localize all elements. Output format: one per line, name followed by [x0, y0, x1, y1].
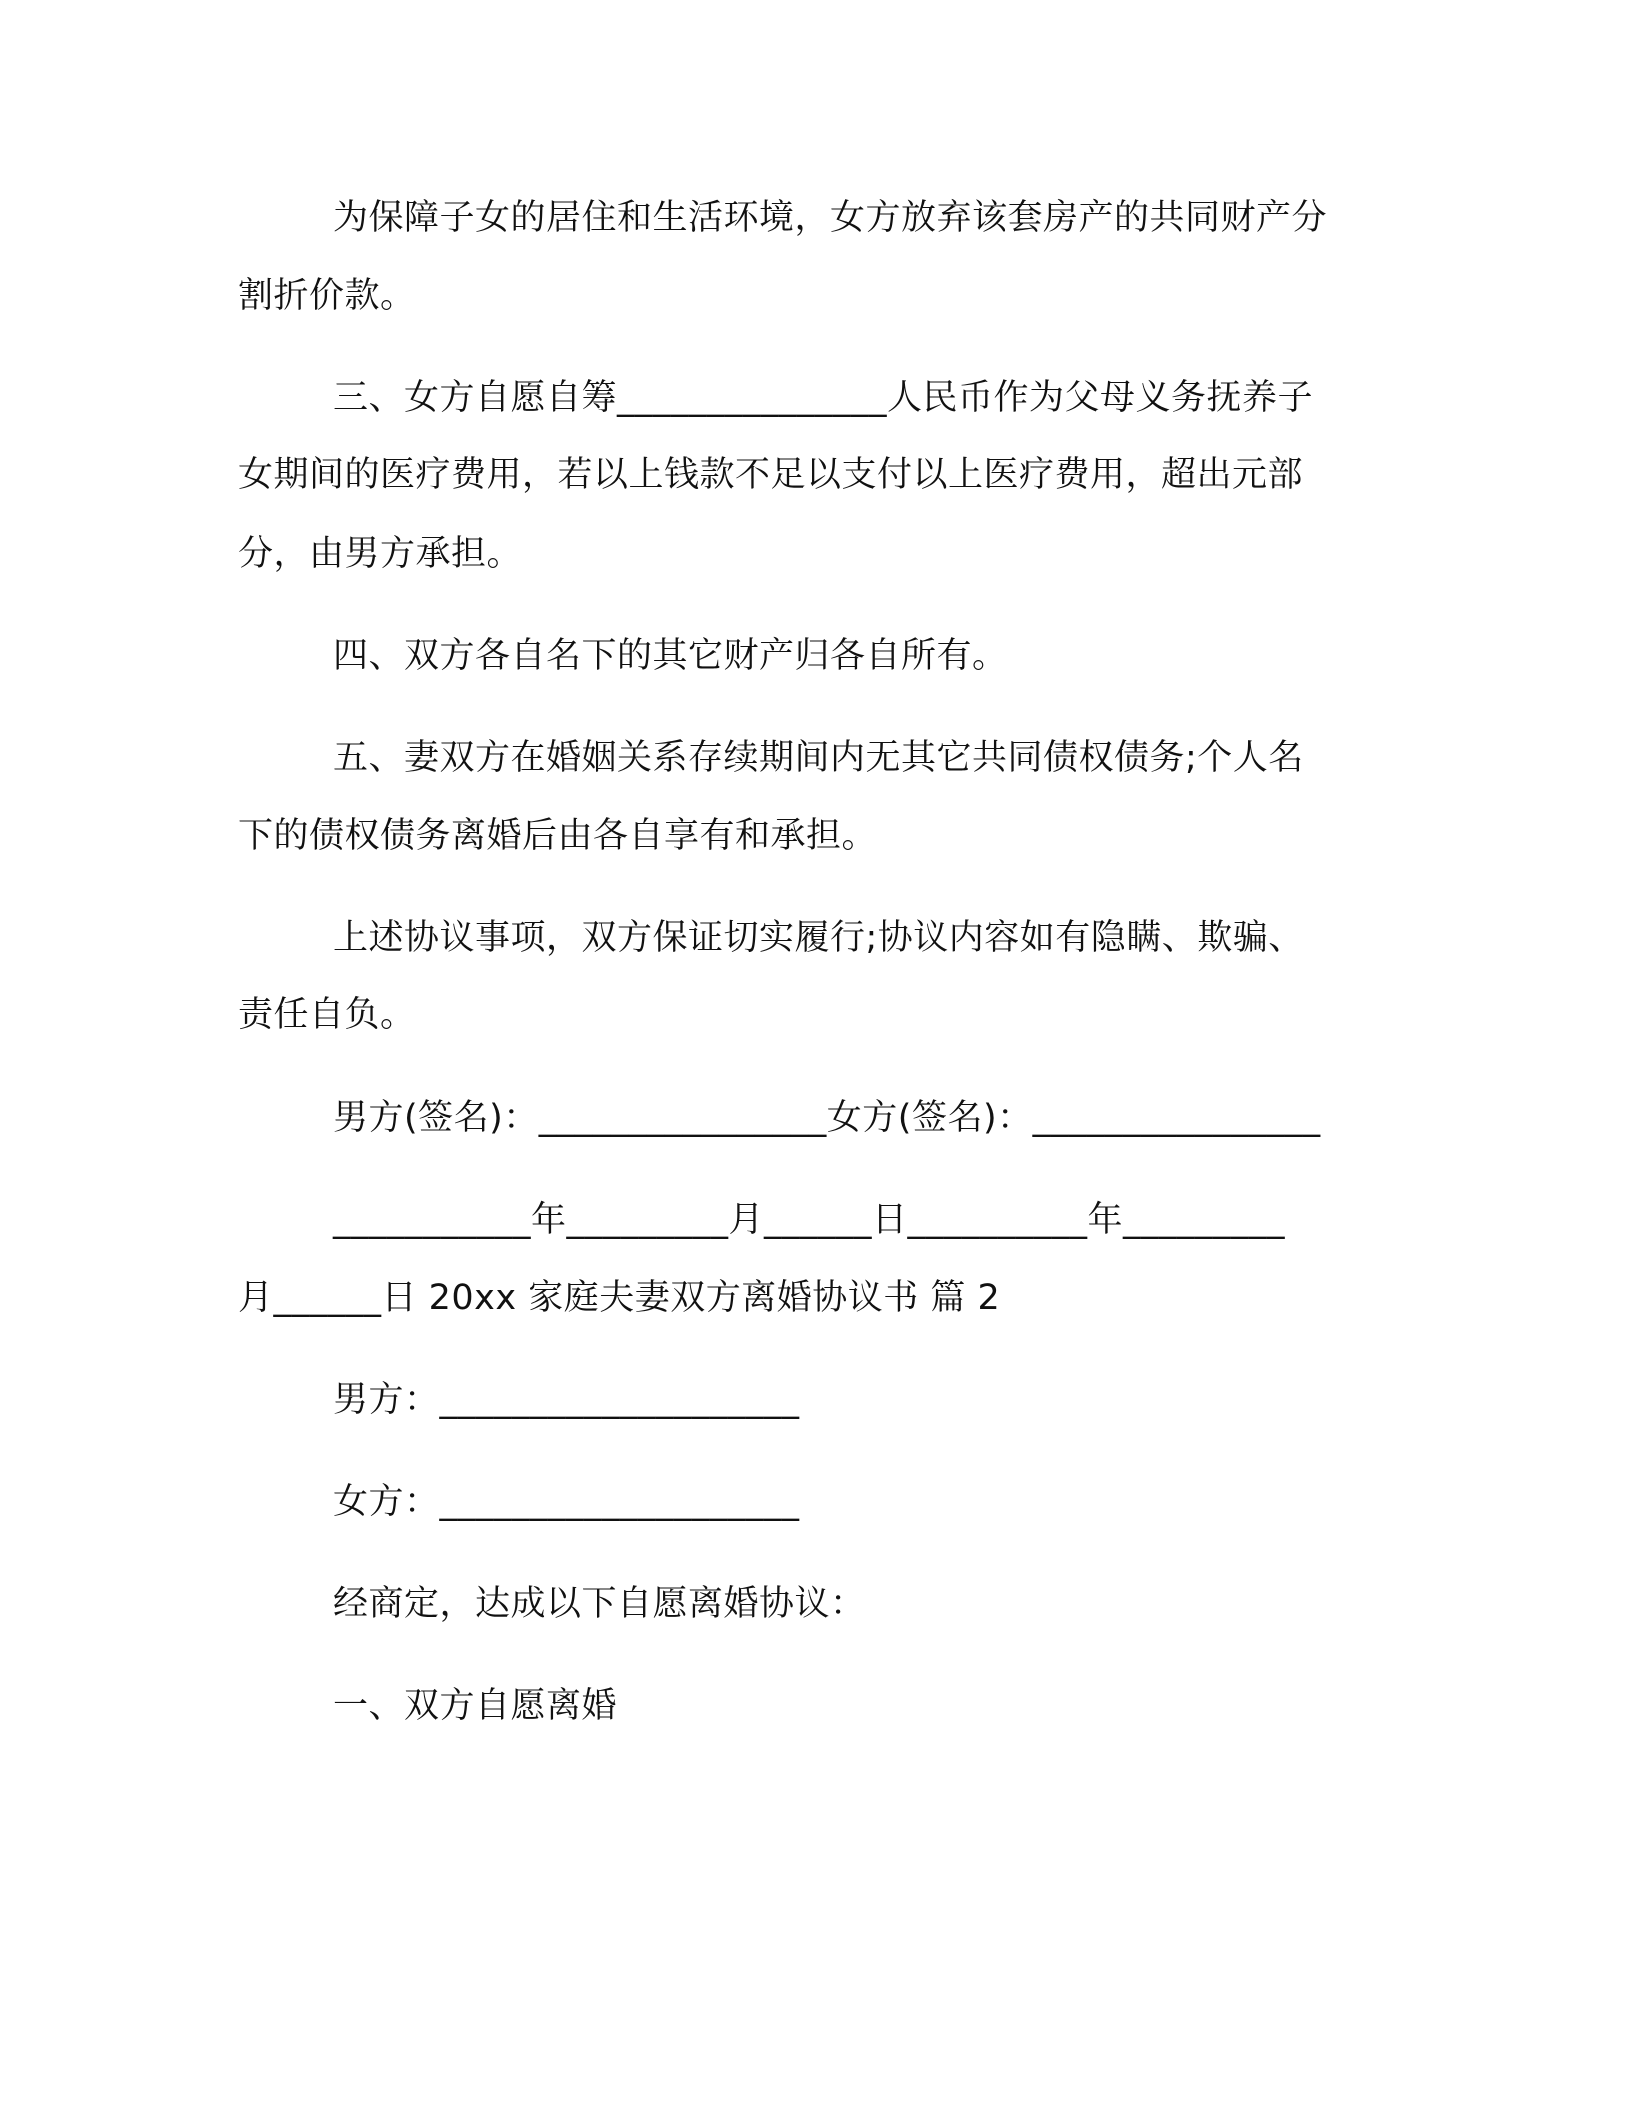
clause-one-line: 一、双方自愿离婚 [333, 1686, 618, 1726]
clause-three-line: 三、女方自愿自筹_______________人民币作为父母义务抚养子 [333, 378, 1314, 418]
date-title-line: 月______日 20xx 家庭夫妻双方离婚协议书 篇 2 [238, 1278, 1001, 1318]
clause-five-line: 五、妻双方在婚姻关系存续期间内无其它共同债权债务;个人名 [333, 738, 1304, 778]
wife-field-line: 女方：____________________ [333, 1482, 800, 1522]
agreement-statement-line: 责任自负。 [238, 995, 416, 1035]
paragraph-line: 割折价款。 [238, 276, 416, 316]
agreement-intro-line: 经商定，达成以下自愿离婚协议： [333, 1584, 866, 1624]
date-line: ___________年_________月______日__________年_________ [333, 1200, 1286, 1240]
husband-field-line: 男方：____________________ [333, 1380, 800, 1420]
clause-three-line: 女期间的医疗费用，若以上钱款不足以支付以上医疗费用，超出元部 [238, 455, 1304, 495]
clause-three-line: 分，由男方承担。 [238, 534, 523, 574]
clause-five-line: 下的债权债务离婚后由各自享有和承担。 [238, 816, 878, 856]
paragraph-line: 为保障子女的居住和生活环境，女方放弃该套房产的共同财产分 [333, 198, 1328, 238]
clause-four-line: 四、双方各自名下的其它财产归各自所有。 [333, 636, 1008, 676]
agreement-statement-line: 上述协议事项，双方保证切实履行;协议内容如有隐瞒、欺骗、 [333, 918, 1304, 958]
signature-line: 男方(签名)：________________女方(签名)：________________ [333, 1098, 1321, 1138]
